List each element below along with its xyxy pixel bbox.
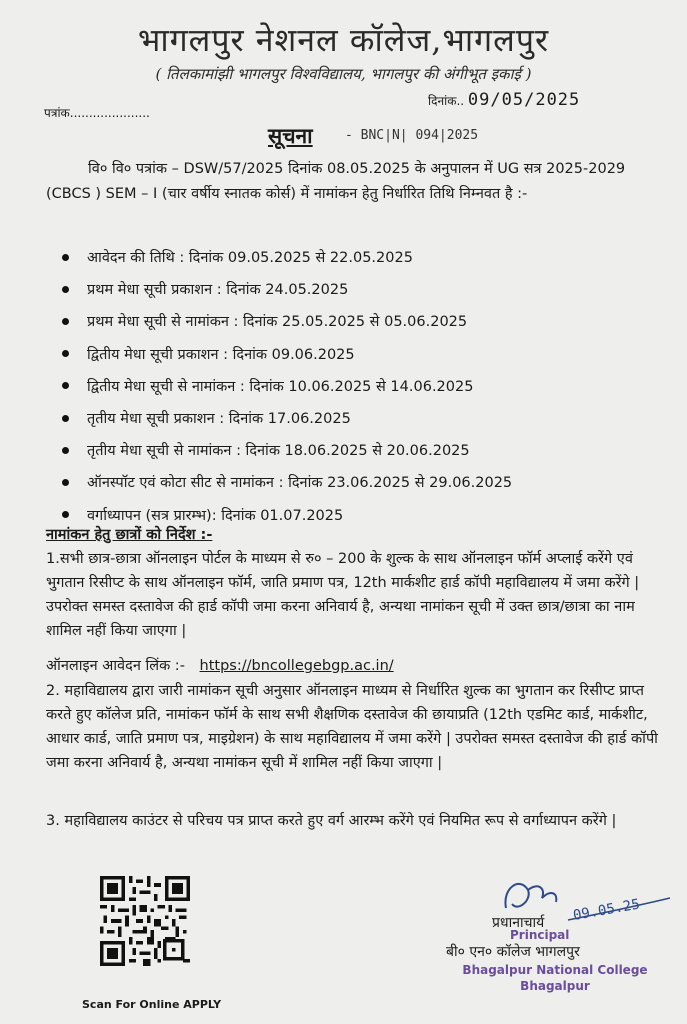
bullet-icon (62, 350, 69, 357)
date-value: 09/05/2025 (467, 90, 581, 110)
date-line (428, 90, 580, 110)
bullet-icon (62, 447, 69, 454)
college-title: भागलपुर नेशनल कॉलेज,भागलपुर (137, 21, 550, 59)
schedule-text: तृतीय मेधा सूची प्रकाशन : दिनांक 17.06.2025 (87, 411, 351, 428)
reference-number-label: पत्रांक..................... (44, 106, 150, 120)
intro-paragraph: वि० वि० पत्रांक – DSW/57/2025 दिनांक 08.05.2025 के अनुपालन में UG सत्र 2025-2029 (CBCS ) SEM – I (चार वर्षीय स्नातक कोर्स) में नामांकन हेतु निर्धारित तिथि निम्नवत है :- (46, 161, 626, 202)
bullet-icon (62, 479, 69, 486)
schedule-text: ऑनस्पॉट एवं कोटा सीट से नामांकन : दिनांक 23.06.2025 से 29.06.2025 (87, 475, 513, 492)
schedule-text: द्वितीय मेधा सूची से नामांकन : दिनांक 10.06.2025 से 14.06.2025 (87, 378, 474, 395)
qr-code-icon (100, 876, 190, 966)
schedule-text: द्वितीय मेधा सूची प्रकाशन : दिनांक 09.06.2025 (87, 346, 355, 363)
list-item (62, 370, 512, 402)
notice-heading: सूचना (268, 124, 313, 148)
college-name-hindi: बी० एन० कॉलेज भागलपुर (446, 944, 580, 960)
instructions-heading: नामांकन हेतु छात्रों को निर्देश :- (46, 527, 213, 543)
bullet-icon (62, 254, 69, 261)
college-stamp (460, 962, 650, 994)
stamp-line-1: Bhagalpur National College (462, 963, 648, 977)
schedule-text: तृतीय मेधा सूची से नामांकन : दिनांक 18.06.2025 से 20.06.2025 (87, 443, 470, 460)
schedule-text: प्रथम मेधा सूची प्रकाशन : दिनांक 24.05.2025 (87, 282, 349, 299)
notice-number: - BNC|N| 094|2025 (345, 128, 479, 143)
list-item (62, 273, 512, 305)
online-application-link[interactable]: https://bncollegebgp.ac.in/ (199, 658, 394, 674)
qr-code[interactable] (100, 876, 190, 994)
instruction-paragraph-3: 3. महाविद्यालय काउंटर से परिचय पत्र प्राप्त करते हुए वर्ग आरम्भ करेंगे एवं नियमित रूप से वर्गाध्यापन करेंगे | (46, 813, 617, 829)
date-label: दिनांक.. (428, 94, 465, 108)
bullet-icon (62, 286, 69, 293)
principal-stamp-text: Principal (510, 928, 570, 942)
bullet-icon (62, 382, 69, 389)
principal-title-hindi: प्रधानाचार्य (492, 915, 545, 931)
list-item (62, 434, 512, 466)
signature-date: 09.05.25 (571, 896, 642, 924)
instruction-paragraph-2: 2. महाविद्यालय द्वारा जारी नामांकन सूची अनुसार ऑनलाइन माध्यम से निर्धारित शुल्क का भुगतान कर रिसीप्ट प्राप्त करते हुए कॉलेज प्रति, नामांकन फॉर्म के साथ सभी शैक्षणिक दस्तावेज की छायाप्रति (12th एडमिट कार्ड, मार्कशीट, आधार कार्ड, जाति प्रमाण पत्र, माइग्रेशन) के साथ महाविद्यालय में जमा करेंगे | उपरोक्त समस्त दस्तावेज की हार्ड कॉपी जमा करना अनिवार्य है, अन्यथा नामांकन सूची में शामिल नहीं किया जाएगा | (46, 683, 658, 771)
list-item (62, 241, 512, 273)
stamp-line-2: Bhagalpur (520, 979, 590, 993)
instruction-paragraph-1: 1.सभी छात्र-छात्रा ऑनलाइन पोर्टल के माध्यम से रु० – 200 के शुल्क के साथ ऑनलाइन फॉर्म अप्लाई करेंगे एवं भुगतान रिसीप्ट के साथ ऑनलाइन फॉर्म, जाति प्रमाण पत्र, 12th मार्कशीट हार्ड कॉपी महाविद्यालय में जमा करेंगे | उपरोक्त समस्त दस्तावेज की हार्ड कॉपी जमा करना अनिवार्य है, अन्यथा नामांकन सूची में उक्त छात्र/छात्रा का नाम शामिल नहीं किया जाएगा | (46, 551, 640, 639)
online-link-line (46, 655, 394, 675)
schedule-text: वर्गाध्यापन (सत्र प्रारम्भ): दिनांक 01.07.2025 (87, 507, 344, 524)
list-item (62, 305, 512, 337)
list-item (62, 402, 512, 434)
bullet-icon (62, 318, 69, 325)
bullet-icon (62, 415, 69, 422)
admission-schedule-list (62, 241, 512, 531)
list-item (62, 338, 512, 370)
bullet-icon (62, 511, 69, 518)
schedule-text: आवेदन की तिथि : दिनांक 09.05.2025 से 22.05.2025 (87, 250, 413, 267)
online-link-label: ऑनलाइन आवेदन लिंक :- (46, 658, 185, 674)
list-item (62, 466, 512, 498)
affiliation-line: ( तिलकामांझी भागलपुर विश्वविद्यालय, भागलपुर की अंगीभूत इकाई ) (155, 65, 532, 83)
schedule-text: प्रथम मेधा सूची से नामांकन : दिनांक 25.05.2025 से 05.06.2025 (87, 314, 468, 331)
qr-caption: Scan For Online APPLY (82, 998, 222, 1011)
